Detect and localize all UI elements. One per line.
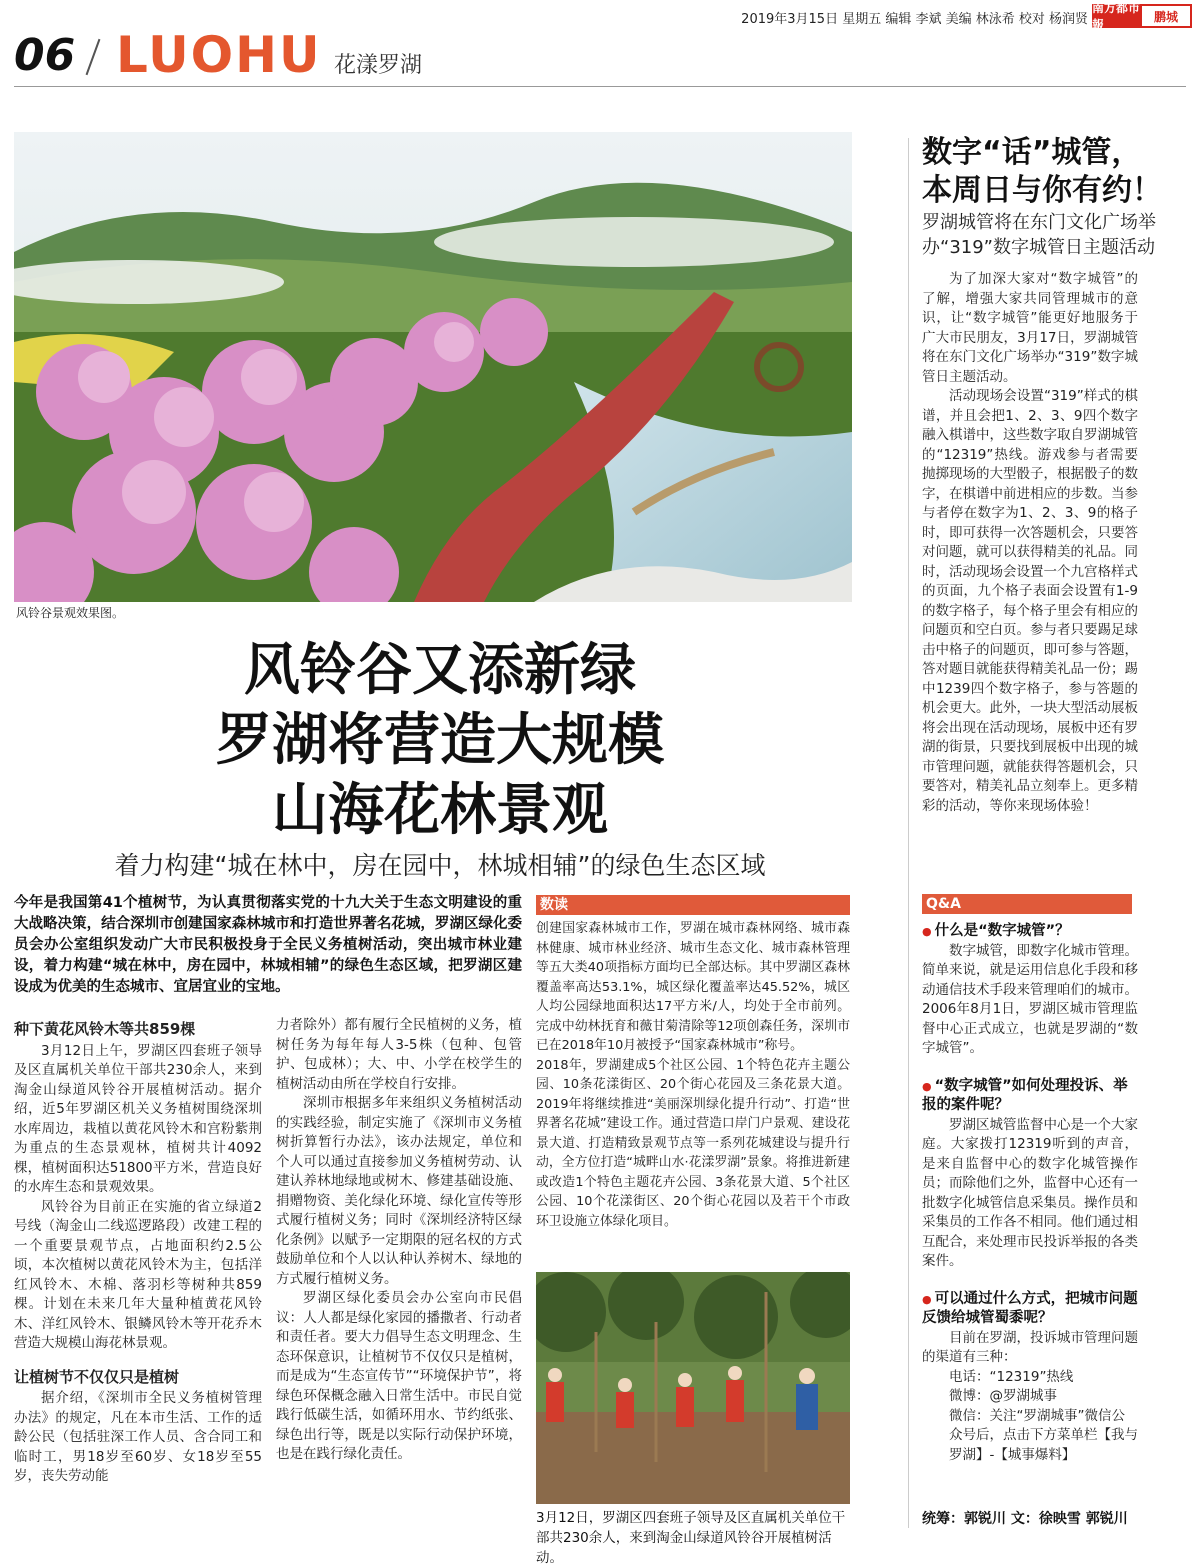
section-heading-1: 种下黄花风铃木等共859棵 (14, 1020, 196, 1038)
lead-paragraph: 今年是我国第41个植树节，为认真贯彻落实党的十九大关于生态文明建设的重大战略决策，结合深圳市创建国家森林城市和打造世界著名花城，罗湖区绿化委员会办公室组织发动广大市民积极投身于全民义务植树活动，突出城市林业建设，着力构建“城在林中，房在园中，林城相辅”的绿色生态区域，把罗湖区建设成为优美的生态城市、宜居宜业的宝地。 (14, 895, 522, 995)
paragraph: 创建国家森林城市工作，罗湖在城市森林网络、城市森林健康、城市林业经济、城市生态文化、城市森林管理等五大类40项指标方面均已全部达标。其中罗湖区森林覆盖率高达53.1%，城区绿化覆盖率达45.52%，城区人均公园绿地面积达17平方米/人，均处于全市前列。完成中幼林抚育和薇甘菊清除等12项创森任务，深圳市已在2018年10月被授予“国家森林城市”称号。 (536, 921, 850, 1053)
paragraph: 力者除外）都有履行全民植树的义务，植树任务为每年每人3-5株（包种、包管护、包成林）；大、中、小学在校学生的植树活动由所在学校自行安排。 (276, 1017, 522, 1092)
data-read-tag: 数读 (536, 895, 850, 915)
sidebar-body (922, 270, 1138, 816)
paragraph: 为了加深大家对“数字城管”的了解，增强大家共同管理城市的意识，让“数字城管”能更好地服务于广大市民朋友，3月17日，罗湖城管将在东门文化广场举办“319”数字城管日主题活动。 (922, 271, 1138, 385)
page-number: 06 (14, 30, 76, 81)
headline-line-2: 罗湖将营造大规模 (216, 708, 664, 773)
qa-answer: 罗湖区城管监督中心是一个大家庭。大家拨打12319听到的声音，是来自监督中心的数字化城管操作员；而除他们之外，监督中心还有一批数字化城管信息采集员。操作员和采集员的工作各不相同。他们通过相互配合，来处理市民投诉举报的各类案件。 (922, 1116, 1138, 1269)
main-photo-caption: 风铃谷景观效果图。 (16, 606, 125, 620)
contact-channel: 微信：关注“罗湖城事”微信公众号后，点击下方菜单栏【我与罗湖】-【城事爆料】 (949, 1407, 1138, 1463)
headline-line-1: 风铃谷又添新绿 (244, 638, 636, 703)
paragraph: 深圳市根据多年来组织义务植树活动的实践经验，制定实施了《深圳市义务植树折算暂行办法》，该办法规定，单位和个人可以通过直接参加义务植树劳动、认建认养林地绿地或树木、修建基础设施、捐赠物资、美化绿化环境、绿化宣传等形式履行植树义务；同时《深圳经济特区绿化条例》以赋予一定期限的冠名权的方式鼓励单位和个人以认种认养树木、绿地的方式履行植树义务。 (276, 1095, 522, 1287)
headline-line-3: 山海花林景观 (272, 778, 608, 843)
data-read-text (536, 919, 850, 1231)
paragraph: 活动现场会设置“319”样式的棋谱，并且会把1、2、3、9四个数字融入棋谱中，这些数字取自罗湖城管的“12319”热线。游戏参与者需要抛掷现场的大型骰子，根据骰子的数字，在棋谱中前进相应的步数。当参与者停在数字为1、2、3、9的格子时，即可获得一次答题机会，只要答对问题，就可以获得精美的礼品。同时，活动现场会设置一个九宫格样式的页面，九个格子表面会设置有1-9的数字格子，每个格子里会有相应的问题页和空白页。参与者只要踢足球击中格子的问题页，即可参与答题，答对题目就能获得精美礼品一份；踢中1239四个数字格子，参与答题的机会更大。此外，一块大型活动展板将会出现在活动现场，展板中还有罗湖的街景，只要找到展板中出现的城市管理问题，就能获得答题机会，只要答对，精美礼品立刻奉上。更多精彩的活动，等你来现场体验！ (922, 388, 1138, 814)
qa-answer: 数字城管，即数字化城市管理。简单来说，就是运用信息化手段和移动通信技术手段来管理咱们的城市。2006年8月1日，罗湖区城市管理监督中心正式成立，也就是罗湖的“数字城管”。 (922, 942, 1138, 1056)
valley-landscape-image (14, 132, 852, 602)
article-column-1 (14, 1014, 262, 1487)
qa-section (922, 922, 1138, 1465)
divider-slash (86, 39, 101, 75)
paragraph: 3月12日上午，罗湖区四套班子领导及区直属机关单位干部共230余人，来到淘金山绿道风铃谷开展植树活动。据介绍，近5年罗湖区机关义务植树围绕深圳水库周边，栽植以黄花风铃木和宫粉紫荆为重点的生态景观林，植树共计4092棵，植树面积达51800平方米，营造良好的水库生态和景观效果。 (14, 1042, 262, 1195)
planting-scene-image (536, 1272, 850, 1504)
paper-name: 南方都市報 (1092, 1, 1141, 32)
sidebar-title-line: 本周日与你有约！ (922, 173, 1162, 208)
column-divider (908, 138, 909, 1528)
paragraph: 风铃谷为目前正在实施的省立绿道2号线（淘金山二线巡逻路段）改建工程的一个重要景观节点，占地面积约2.5公顷，本次植树以黄花风铃木为主，包括洋红风铃木、木棉、落羽杉等树种共859棵。计划在未来几年大量种植黄花风铃木、洋红风铃木、银鳞风铃木等开花乔木营造大规模山海花林景观。 (14, 1198, 262, 1351)
qa-question: ● “数字城管”如何处理投诉、举报的案件呢？ (922, 1077, 1138, 1116)
sidebar-title (922, 134, 1186, 210)
subheadline: 着力构建“城在林中，房在园中，林城相辅”的绿色生态区域 (114, 851, 766, 880)
paragraph: 2018年，罗湖建成5个社区公园、1个特色花卉主题公园、10条花漾街区、20个街心花园及三条花景大道。2019年将继续推进“美丽深圳绿化提升行动”、打造“世界著名花城”建设工作。通过营造口岸门户景观、建设花景大道、打造精致景观节点等一系列花城建设与提升行动，全方位打造“城畔山水·花漾罗湖”景象。将推进新建或改造1个特色主题花卉公园、3条花景大道、5个社区公园、10个花漾街区、20个街心花园以及若干个市政环卫设施立体绿化项目。 (536, 1057, 850, 1229)
article-column-2 (276, 1016, 522, 1465)
masthead-logo (1092, 1, 1192, 32)
section-subtitle: 花漾罗湖 (334, 53, 423, 78)
photo2-caption: 3月12日，罗湖区四套班子领导及区直属机关单位干部共230余人，来到淘金山绿道风铃谷开展植树活动。 (536, 1510, 846, 1566)
contact-channel: 电话：“12319”热线 (949, 1368, 1074, 1385)
credits: 统筹：郭锐川 文：徐映雪 郭锐川 (922, 1511, 1128, 1527)
tree-planting-photo (536, 1272, 850, 1504)
qa-tag: Q&A (922, 894, 1132, 914)
contact-channel: 微博：@罗湖城事 (949, 1388, 1057, 1404)
section-heading-2: 让植树节不仅仅只是植树 (14, 1367, 180, 1386)
qa-question: ● 可以通过什么方式，把城市问题反馈给城管蜀黍呢？ (922, 1290, 1138, 1329)
section-title: LUOHU (116, 26, 322, 84)
main-photo (14, 132, 852, 602)
paragraph: 罗湖区绿化委员会办公室向市民倡议：人人都是绿化家园的播撒者、行动者和责任者。要大力倡导生态文明理念、生态环保意识，让植树节不仅仅只是植树，而是成为“生态宣传节”“环境保护节”，将绿色环保概念融入日常生活中。市民自觉践行低碳生活，如循环用水、节约纸张、绿色出行等，既是以实际行动保护环境，也是在践行绿化责任。 (276, 1290, 522, 1462)
sidebar-title-line: 数字“话”城管， (922, 135, 1142, 170)
header-rule (14, 86, 1186, 87)
edition-name: 鹏城 (1140, 4, 1192, 28)
qa-answer: 目前在罗湖，投诉城市管理问题的渠道有三种： (922, 1329, 1138, 1365)
sidebar-subtitle: 罗湖城管将在东门文化广场举办“319”数字城管日主题活动 (922, 212, 1156, 258)
issue-meta: 2019年3月15日 星期五 编辑 李斌 美编 林泳希 校对 杨润贤 (741, 12, 1088, 27)
paragraph: 据介绍，《深圳市全民义务植树管理办法》的规定，凡在本市生活、工作的适龄公民（包括驻深工作人员、含合同工和临时工，男18岁至60岁、女18岁至55岁，丧失劳动能 (14, 1390, 262, 1484)
qa-question: ● 什么是“数字城管”？ (922, 922, 1138, 942)
